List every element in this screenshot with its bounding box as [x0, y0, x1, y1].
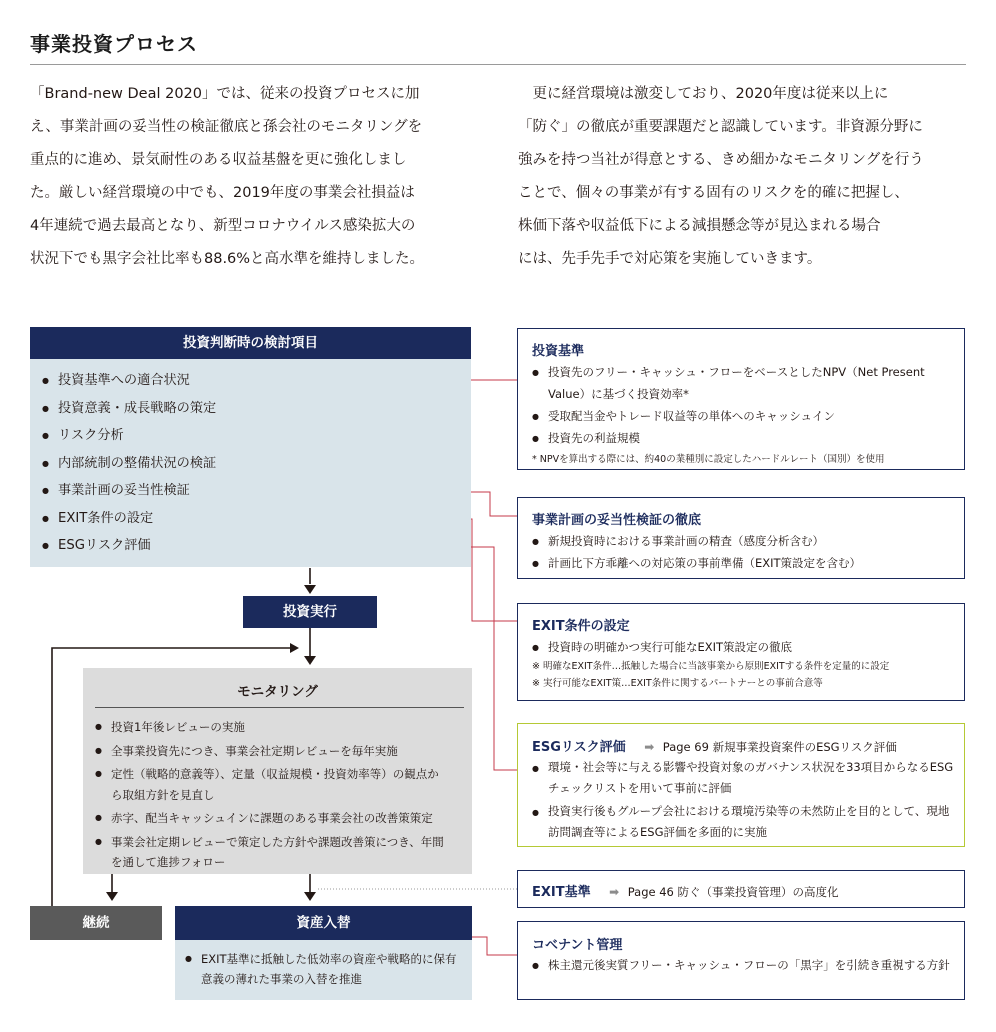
exit-conditions-list	[532, 636, 958, 658]
monitoring-header: モニタリング	[237, 684, 318, 700]
monitoring-item: 定性（戦略的意義等）、定量（収益規模・投資効率等）の観点から取組方針を見直し	[111, 767, 439, 802]
check-item: 投資基準への適合状況	[58, 373, 194, 388]
check-items-panel	[30, 327, 471, 567]
covenant-item: 株主還元後実質フリー・キャッシュ・フローの「黒字」を引続き重視する方針	[548, 958, 950, 972]
exit-criteria-box	[517, 870, 965, 908]
arrow-right-icon: ➡	[644, 740, 655, 754]
exit-conditions-note: ※ 明確なEXIT条件…抵触した場合に当該事業から原則EXITする条件を定量的に設定	[532, 661, 890, 672]
intro-line: ことで、個々の事業が有する固有のリスクを的確に把握し、	[518, 185, 909, 201]
monitoring-list	[83, 708, 464, 873]
check-item: EXIT条件の設定	[58, 510, 154, 526]
intro-line: 株価下落や収益低下による減損懸念等が見込まれる場合	[518, 218, 881, 234]
exit-conditions-title: EXIT条件の設定	[532, 619, 630, 634]
exit-conditions-item: 投資時の明確かつ実行可能なEXIT策設定の徹底	[548, 640, 793, 654]
check-item: リスク分析	[58, 428, 124, 443]
exit-criteria-title-text: EXIT基準	[532, 885, 591, 900]
arrow-right-icon: ➡	[609, 885, 620, 899]
asset-swap-list	[175, 940, 472, 989]
arrowhead	[304, 892, 316, 901]
intro-line: 「防ぐ」の徹底が重要課題だと認識しています。非資源分野に	[518, 119, 923, 135]
check-items-list	[30, 359, 471, 560]
monitoring-item: 全事業投資先につき、事業会社定期レビューを毎年実施	[111, 743, 398, 758]
business-plan-list	[532, 530, 954, 574]
investment-criteria-box	[517, 328, 965, 470]
esg-title-text: ESGリスク評価	[532, 740, 626, 755]
intro-line: 状況下でも黒字会社比率も88.6%と高水準を維持しました。	[30, 251, 425, 267]
monitoring-item: 赤字、配当キャッシュインに課題のある事業会社の改善策策定	[111, 811, 433, 825]
execution-box: 投資実行	[243, 596, 377, 628]
monitoring-panel	[83, 668, 472, 874]
intro-line: 重点的に進め、景気耐性のある収益基盤を更に強化しまし	[30, 152, 407, 168]
monitoring-item: 投資1年後レビューの実施	[111, 720, 245, 734]
investment-criteria-title: 投資基準	[532, 344, 585, 359]
criteria-item: 投資先の利益規模	[548, 431, 640, 445]
covenant-list	[532, 955, 954, 975]
intro-line: 更に経営環境は激変しており、2020年度は従来以上に	[518, 86, 889, 102]
esg-list	[532, 757, 954, 843]
business-plan-title: 事業計画の妥当性検証の徹底	[532, 513, 702, 528]
criteria-item: 投資先のフリー・キャッシュ・フローをベースとしたNPV（Net Present Value）に基づく投資効率*	[548, 365, 925, 401]
exit-criteria-title	[532, 881, 954, 900]
continue-box: 継続	[30, 906, 162, 940]
intro-line: え、事業計画の妥当性の検証徹底と孫会社のモニタリングを	[30, 119, 423, 135]
intro-line: には、先手先手で対応策を実施していきます。	[518, 251, 822, 267]
esg-page-ref[interactable]: Page 69 新規事業投資案件のESGリスク評価	[662, 740, 897, 754]
check-items-header: 投資判断時の検討項目	[30, 327, 471, 359]
connector-covenant	[472, 937, 517, 955]
business-plan-box	[517, 497, 965, 579]
arrowhead	[304, 656, 316, 665]
asset-swap-panel	[175, 906, 472, 1000]
exit-conditions-note: ※ 実行可能なEXIT策…EXIT条件に関するパートナーとの事前合意等	[532, 678, 823, 689]
arrowhead	[304, 585, 316, 594]
business-plan-item: 新規投資時における事業計画の精査（感度分析含む）	[548, 534, 824, 548]
business-plan-item: 計画比下方乖離への対応策の事前準備（EXIT策設定を含む）	[548, 556, 862, 570]
intro-line: 強みを持つ当社が得意とする、きめ細かなモニタリングを行う	[518, 152, 924, 168]
intro-line: 「Brand-new Deal 2020」では、従来の投資プロセスに加	[30, 86, 420, 102]
esg-item: 投資実行後もグループ会社における環境汚染等の未然防止を目的として、現地訪問調査等によるESG評価を多面的に実施	[548, 804, 950, 839]
investment-criteria-note: * NPVを算出する際には、約40の業種別に設定したハードルレート（国別）を使用	[532, 454, 885, 465]
monitoring-item: 事業会社定期レビューで策定した方針や課題改善策につき、年間を通して進捗フォロー	[111, 834, 444, 869]
check-item: 内部統制の整備状況の検証	[58, 455, 217, 471]
check-item: ESGリスク評価	[58, 538, 151, 553]
exit-conditions-box	[517, 603, 965, 701]
arrowhead	[106, 892, 118, 901]
esg-item: 環境・社会等に与える影響や投資対象のガバナンス状況を33項目からなるESGチェックリストを用いて事前に評価	[548, 760, 954, 795]
esg-title	[532, 736, 954, 755]
exit-criteria-page-ref[interactable]: Page 46 防ぐ（事業投資管理）の高度化	[627, 885, 839, 899]
esg-box	[517, 723, 965, 847]
covenant-title: コベナント管理	[532, 938, 623, 953]
asset-swap-header: 資産入替	[175, 906, 472, 940]
investment-criteria-list	[532, 361, 954, 449]
asset-swap-item: EXIT基準に抵触した低効率の資産や戦略的に保有意義の薄れた事業の入替を推進	[201, 952, 457, 986]
covenant-box	[517, 921, 965, 1000]
intro-line: た。厳しい経営環境の中でも、2019年度の事業会社損益は	[30, 185, 415, 201]
arrowhead	[290, 643, 299, 653]
check-item: 事業計画の妥当性検証	[58, 483, 190, 498]
intro-line: 4年連続で過去最高となり、新型コロナウイルス感染拡大の	[30, 218, 416, 234]
criteria-item: 受取配当金やトレード収益等の単体へのキャッシュイン	[548, 409, 836, 423]
check-item: 投資意義・成長戦略の策定	[58, 400, 217, 416]
page-title: 事業投資プロセス	[30, 32, 198, 56]
